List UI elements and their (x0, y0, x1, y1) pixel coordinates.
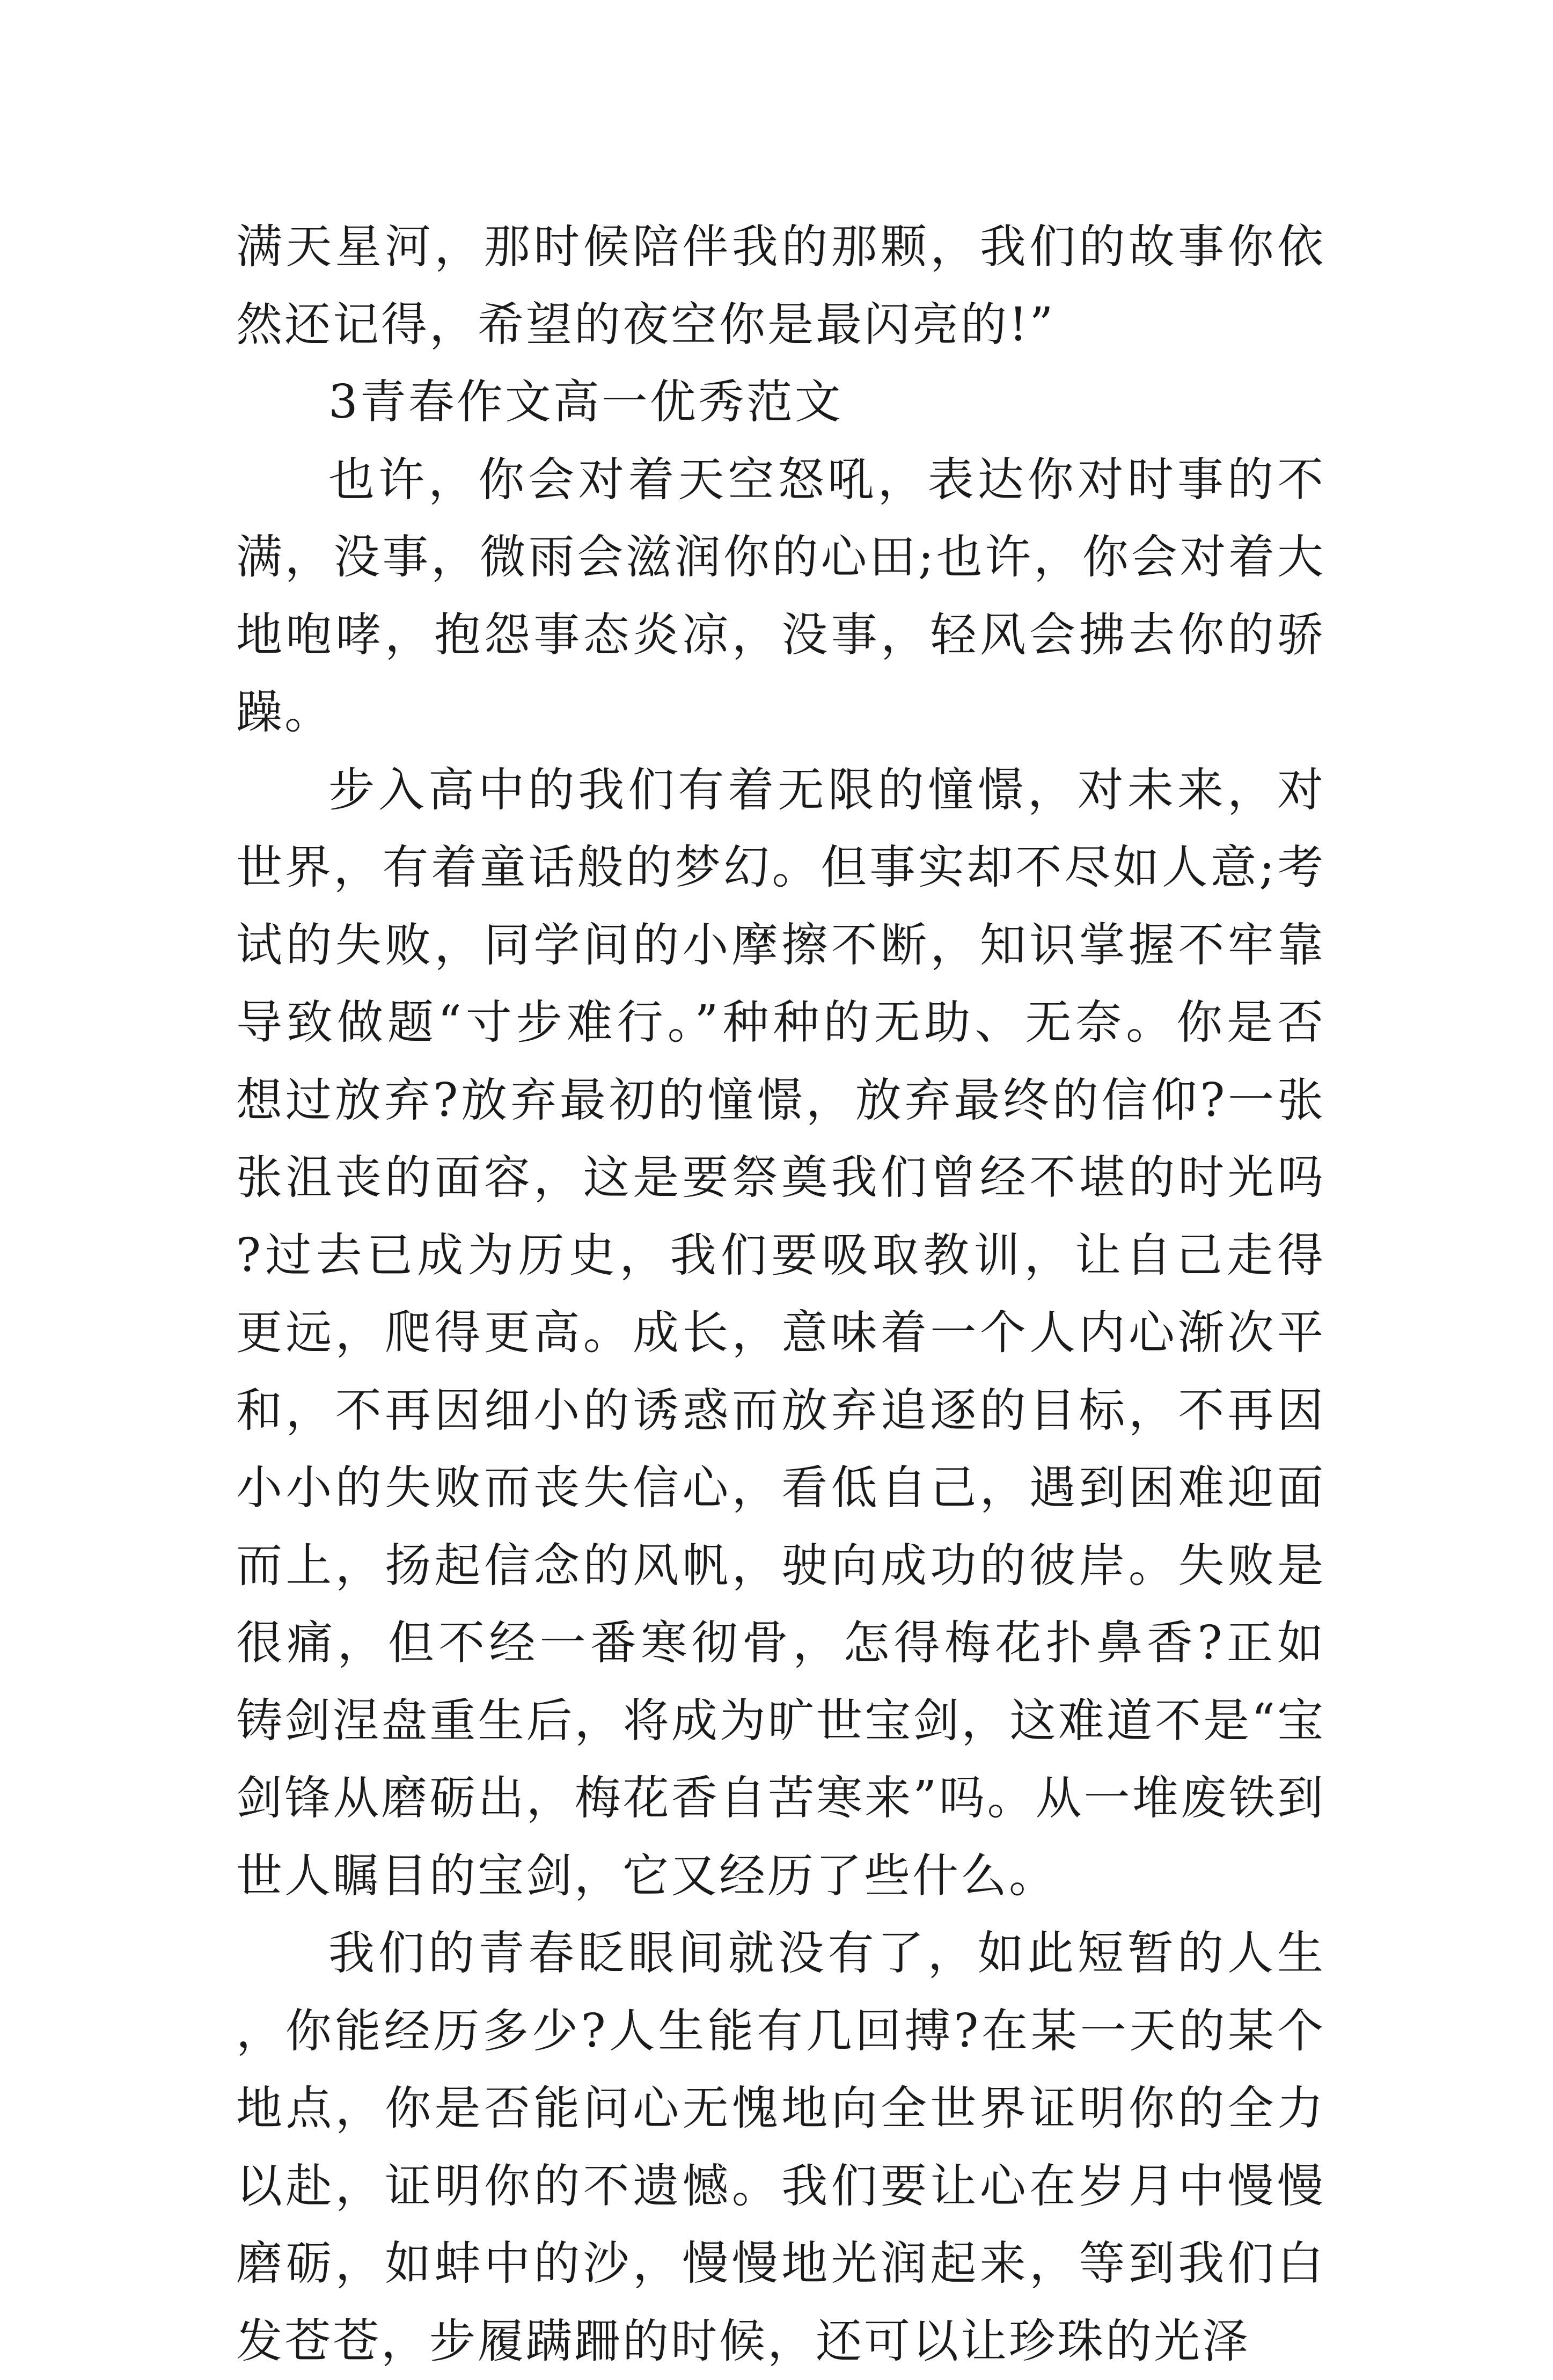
document-body (236, 208, 1325, 2380)
paragraph: 也许，你会对着天空怒吼，表达你对时事的不满，没事，微雨会滋润你的心田;也许，你会对着大地咆哮，抱怨事态炎凉，没事，轻风会拂去你的骄躁。 (236, 452, 1325, 739)
paragraph-continuation: 满天星河，那时候陪伴我的那颗，我们的故事你依然还记得，希望的夜空你是最闪亮的!” (236, 220, 1325, 352)
paragraph: 步入高中的我们有着无限的憧憬，对未来，对世界，有着童话般的梦幻。但事实却不尽如人意;考试的失败，同学间的小摩擦不断，知识掌握不牢靠导致做题“寸步难行。”种种的无助、无奈。你是否想过放弃?放弃最初的憧憬，放弃最终的信仰?一张张沮丧的面容，这是要祭奠我们曾经不堪的时光吗?过去已成为历史，我们要吸取教训，让自己走得更远，爬得更高。成长，意味着一个人内心渐次平和，不再因细小的诱惑而放弃追逐的目标，不再因小小的失败而丧失信心，看低自己，遇到困难迎面而上，扬起信念的风帆，驶向成功的彼岸。失败是很痛，但不经一番寒彻骨，怎得梅花扑鼻香?正如铸剑涅盘重生后，将成为旷世宝剑，这难道不是“宝剑锋从磨砺出，梅花香自苦寒来”吗。从一堆废铁到世人瞩目的宝剑，它又经历了些什么。 (236, 763, 1325, 1903)
paragraph: 我们的青春眨眼间就没有了，如此短暂的人生，你能经历多少?人生能有几回搏?在某一天的某个地点，你是否能问心无愧地向全世界证明你的全力以赴，证明你的不遗憾。我们要让心在岁月中慢慢磨砺，如蚌中的沙，慢慢地光润起来，等到我们白发苍苍，步履蹒跚的时候，还可以让珍珠的光泽 (236, 1926, 1325, 2368)
section-heading: 3青春作文高一优秀范文 (328, 375, 843, 429)
